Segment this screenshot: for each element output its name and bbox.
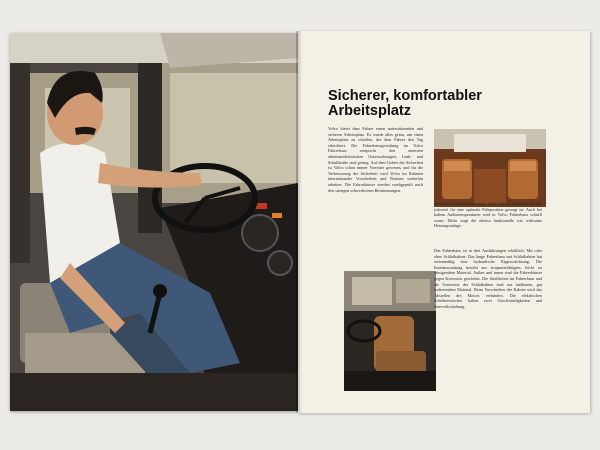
sleeper-cabin-illustration	[434, 129, 546, 207]
driver-seat-photo	[344, 271, 436, 391]
headline-line-2: Arbeitsplatz	[328, 103, 411, 119]
body-text-column-right-top: täterlichen Körperstellen eines jeden Fahrers einstellen, so daß jederzeit für eine optimale Fahrposition gesorgt ist. Auch bei kaltem Außentemperaturen wird in Volvo Fahrerhaus schnell warm. Dafür sorgt die ebenso funktionelle wie wirksame Heizungsanlage.	[434, 201, 542, 229]
page-gutter	[296, 31, 302, 413]
sleeper-cabin-photo	[434, 129, 546, 207]
text-page	[298, 31, 590, 413]
body-text-column-left: Volvo bietet dem Fahrer einen unterstützenden und sicheren Arbeitsplatz. Es wurde alles getan, um einen Arbeitsplatz zu schaffen, der dem Fahrer den Tag erleichtert. Die Fahrerhausgestaltung im Volvo Fahrerhaus entspricht den neuesten arbeitsmedizinischen Untersuchungen, Lenk- und Schaltkräfte sind gering. Auf dem Gebiet der Sicherheit ist Volvo schon immer Vorreiter gewesen, und für die Verbesserung der Sicherheit wird Volvo im Rahmen internationaler Vorschriften und Normen weiterhin arbeiten. Die Fahrerhäuser werden crashgeprüft nach den strengen schwedischen Bestimmungen.	[328, 126, 423, 193]
body-text-column-right-bottom: Das Fahrerhaus ist in drei Ausführungen erhältlich: Mit oder ohne Schlafkabine. Das lange Fahrerhaus mit Schlafkabine hat serienmäßig eine hydraulische Kippvorrichtung. Die Innenausstattung besteht aus strapazierfähigem, leicht zu reinigendem Material. Außen und innen sind die Fahrerhäuser gegen Korrosion geschützt. Die Sitzflächen im Fahrerhaus und die Unterseite der Schlafkabine sind aus haltbarem, gut isolierendem Material. Beim Vorschieben der Kabine wird das Abstellen des Motors verhindert. Die elektrischen Scheibenwischer haben zwei Geschwindigkeiten und Intervallschaltung.	[434, 248, 542, 309]
driver-seat-illustration	[344, 271, 436, 391]
headline-line-1: Sicherer, komfortabler	[328, 88, 482, 104]
driver-photo-illustration	[10, 33, 298, 411]
page-headline	[328, 89, 528, 119]
driver-photo	[10, 33, 298, 411]
